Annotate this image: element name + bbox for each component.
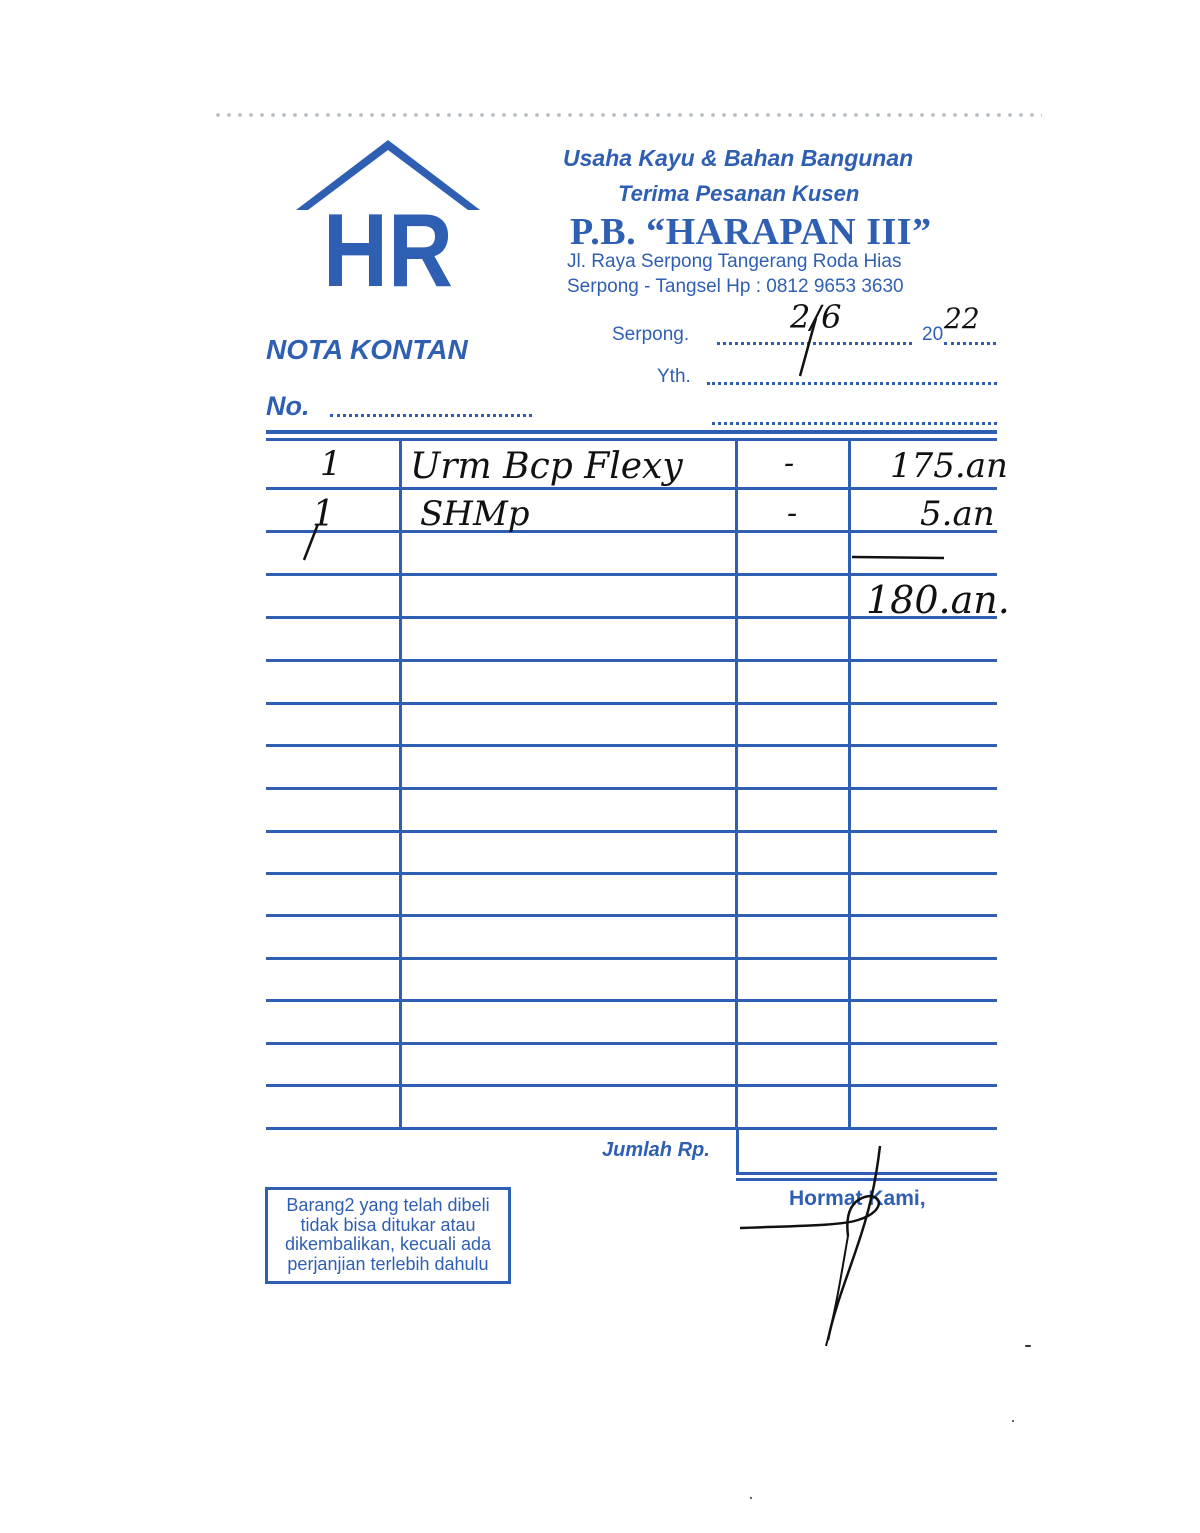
- table-row-rule: [266, 914, 997, 917]
- return-policy-notice: [265, 1187, 511, 1284]
- table-row-rule: [266, 1042, 997, 1045]
- perforated-edge: [212, 108, 1042, 122]
- notice-line: dikembalikan, kecuali ada: [284, 1234, 492, 1254]
- notice-line: tidak bisa ditukar atau: [300, 1214, 476, 1235]
- table-row-rule: [266, 487, 997, 490]
- business-tagline: Usaha Kayu & Bahan Bangunan: [563, 145, 914, 171]
- column-divider-qty: [399, 440, 402, 1128]
- scan-speck: [750, 1497, 752, 1499]
- store-name: P.B. “HARAPAN III”: [570, 211, 932, 253]
- handwritten-signature: [730, 1140, 930, 1360]
- city-label: Serpong.: [612, 324, 690, 345]
- table-row-rule: [266, 1084, 997, 1087]
- item-qty: 1: [320, 444, 342, 484]
- total-label: Jumlah Rp.: [602, 1139, 710, 1161]
- address-line-2: Serpong - Tangsel Hp : 0812 9653 3630: [567, 276, 904, 297]
- table-row-rule: [266, 530, 997, 533]
- table-row-rule: [266, 787, 997, 790]
- table-row-rule: [266, 872, 997, 875]
- table-row-rule: [266, 744, 997, 747]
- item-qty: 1: [312, 494, 335, 535]
- item-description: SHMp: [420, 494, 530, 534]
- address-line-1: Jl. Raya Serpong Tangerang Roda Hias: [567, 251, 902, 272]
- table-row-rule: [266, 659, 997, 662]
- table-row-rule: [266, 702, 997, 705]
- handwritten-date: 2/6: [790, 298, 842, 336]
- item-amount: 175.an: [890, 446, 1008, 486]
- table-row-rule: [266, 999, 997, 1002]
- logo-letters: HR: [323, 193, 453, 296]
- recipient-dotted-line: [707, 382, 997, 385]
- item-amount: 5.an: [920, 494, 995, 534]
- column-divider-description: [735, 440, 738, 1128]
- closing-text: Hormat Kami,: [789, 1187, 926, 1210]
- hr-house-logo: [296, 136, 480, 296]
- item-description: Urm Bcp Flexy: [410, 446, 683, 487]
- table-top-rule: [266, 430, 997, 434]
- business-service: Terima Pesanan Kusen: [618, 181, 860, 206]
- notice-line: perjanjian terlebih dahulu: [287, 1253, 489, 1274]
- item-price: -: [784, 446, 795, 481]
- year-dotted-line: [944, 342, 996, 345]
- invoice-number-label: No.: [266, 391, 310, 421]
- notice-line: Barang2 yang telah dibeli: [286, 1195, 490, 1215]
- date-dotted-line: [717, 342, 912, 345]
- recipient-dotted-line-2: [712, 422, 997, 425]
- subtotal-line: [852, 557, 944, 558]
- table-row-rule: [266, 957, 997, 960]
- handwritten-total: 180.an.: [866, 578, 1010, 622]
- invoice-number-dotted-line: [330, 414, 532, 417]
- column-divider-price: [848, 440, 851, 1128]
- table-row-rule: [266, 830, 997, 833]
- handwritten-year: 22: [944, 302, 980, 335]
- scan-speck: [1012, 1420, 1014, 1422]
- document-title: NOTA KONTAN: [266, 334, 468, 365]
- table-row-rule: [266, 573, 997, 576]
- item-price: -: [787, 496, 798, 531]
- recipient-label: Yth.: [657, 366, 691, 387]
- year-prefix: 20: [922, 324, 944, 345]
- scan-speck: [1025, 1345, 1031, 1347]
- table-top-rule-2: [266, 438, 997, 441]
